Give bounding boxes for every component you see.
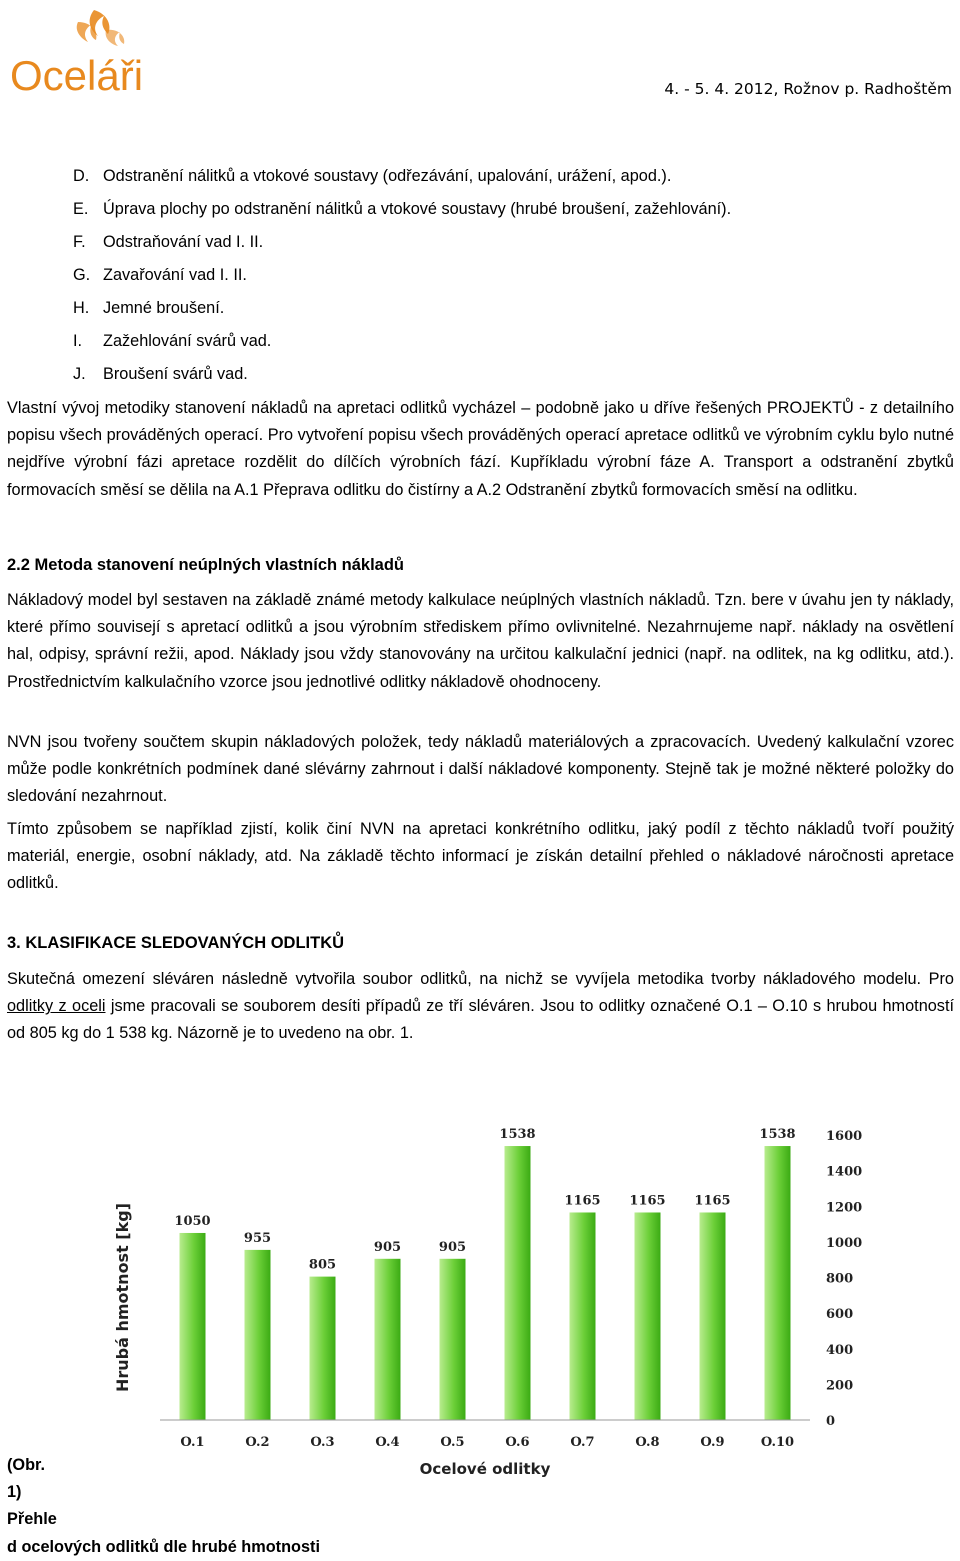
bar-O.1 [180, 1233, 206, 1420]
paragraph-text: jsme pracovali se souborem desíti případů ze tří sléváren. Jsou to odlitky označené O.1 – O.10 s hrubou hmotností od 805 kg do 1 538 kg. Názorně je to uvedeno na obr. 1. [7, 997, 954, 1043]
flame-icon [77, 10, 125, 46]
bar-O.7 [570, 1212, 596, 1420]
paragraph-cost-model: Nákladový model byl sestaven na základě známé metody kalkulace neúplných vlastních nákladů. Tzn. bere v úvahu jen ty náklady, které přímo souvisejí s apretací odlitků a jsou výrobním střediskem přímo ovlivnitelné. Nezahrnujeme např. náklady na osvětlení hal, odpisy, správní režii, apod. Náklady jsou vždy stanovovány na určitou kalkulační jednici (např. na odlitek, na kg odlitku, atd.). Prostřednictvím kalkulačního vzorce jsou jednotlivé odlitky nákladově ohodnoceny. [7, 591, 954, 691]
steel-castings-link[interactable]: odlitky z oceli [7, 997, 106, 1016]
data-label: 905 [373, 1239, 402, 1255]
bar-O.3 [310, 1277, 336, 1420]
section-heading-3: 3. KLASIFIKACE SLEDOVANÝCH ODLITKŮ [7, 934, 345, 952]
logo-text: Oceláři [10, 52, 144, 97]
data-label: 905 [438, 1239, 467, 1255]
caption-line: (Obr. [7, 1456, 45, 1474]
y-tick-label: 0 [826, 1414, 836, 1429]
bar-O.6 [505, 1146, 531, 1420]
y-tick-label: 1600 [826, 1129, 863, 1144]
data-label: 955 [243, 1230, 272, 1246]
y-tick-label: 1000 [826, 1235, 863, 1251]
y-tick-label: 800 [826, 1271, 854, 1287]
data-label: 1538 [499, 1127, 536, 1143]
list-item [73, 231, 731, 264]
list-letter: E. [73, 200, 89, 218]
y-tick-label: 1400 [826, 1164, 863, 1180]
x-tick-label: O.7 [570, 1435, 595, 1450]
data-label: 1538 [759, 1127, 796, 1143]
bar-O.10 [765, 1146, 791, 1420]
y-tick-label: 600 [826, 1307, 854, 1323]
data-label: 1165 [694, 1193, 731, 1209]
section-heading-2-2: 2.2 Metoda stanovení neúplných vlastních nákladů [7, 556, 405, 574]
list-text: Zavařování vad I. II. [103, 266, 247, 284]
paragraph-classification [7, 966, 954, 1048]
data-label: 1165 [629, 1193, 666, 1209]
paragraph-text: Skutečná omezení sléváren následně vytvořila soubor odlitků, na nichž se vyvíjela metodika tvorby nákladového modelu. Pro [7, 970, 954, 988]
paragraph-methodology: Vlastní vývoj metodiky stanovení nákladů na apretaci odlitků vycházel – podobně jako u dříve řešených PROJEKTŮ - z detailního popisu všech prováděných operací. Pro vytvoření popisu všech prováděných operací apretace odlitků ve výrobním cyklu bylo nutné nejdříve výrobní fázi apretace rozdělit do dílčích výrobních fází. Kupříkladu výrobní fáze A. Transport a odstranění zbytků formovacích směsí se dělila na A.1 Přeprava odlitku do čistírny a A.2 Odstranění zbytků formovacích směsí na odlitku. [7, 399, 954, 499]
y-tick-label: 200 [826, 1378, 854, 1394]
list-text: Zažehlování svárů vad. [103, 332, 272, 350]
list-text: Odstraňování vad I. II. [103, 233, 264, 251]
bar-O.9 [700, 1212, 726, 1420]
x-axis-label: Ocelové odlitky [419, 1460, 551, 1478]
y-tick-label: 400 [826, 1342, 854, 1358]
x-tick-label: O.8 [635, 1435, 660, 1450]
figure-caption [7, 1452, 320, 1561]
list-text: Jemné broušení. [103, 299, 225, 317]
list-item [73, 297, 731, 330]
caption-line: d ocelových odlitků dle hrubé hmotnosti [7, 1537, 320, 1556]
x-tick-label: O.3 [310, 1435, 335, 1450]
list-text: Úprava plochy po odstranění nálitků a vtokové soustavy (hrubé broušení, zažehlování). [103, 200, 732, 218]
bar-O.2 [245, 1250, 271, 1420]
bar-O.8 [635, 1212, 661, 1420]
list-text: Odstranění nálitků a vtokové soustavy (odřezávání, upalování, urážení, apod.). [103, 167, 672, 185]
x-tick-label: O.6 [505, 1435, 530, 1450]
operations-list [73, 165, 731, 396]
list-letter: I. [73, 332, 83, 350]
y-axis-label: Hrubá hmotnost [kg] [113, 1202, 132, 1393]
event-date-location: 4. - 5. 4. 2012, Rožnov p. Radhoštěm [664, 80, 952, 98]
caption-line: Přehle [7, 1510, 57, 1529]
bar-O.4 [375, 1259, 401, 1420]
caption-line: 1) [7, 1483, 22, 1502]
list-item [73, 198, 731, 231]
x-tick-label: O.2 [245, 1435, 270, 1450]
data-label: 1165 [564, 1193, 601, 1209]
list-letter: D. [73, 167, 90, 185]
paragraph-nvn: NVN jsou tvořeny součtem skupin nákladových položek, tedy nákladů materiálových a zpracovacích. Uvedený kalkulační vzorec může podle konkrétních podmínek dané slévárny zahrnout i další nákladové komponenty. Stejně tak je možné některé položky do sledování nezahrnout. [7, 733, 954, 806]
list-item [73, 264, 731, 297]
list-item [73, 165, 731, 198]
oceladi-logo [8, 2, 168, 97]
list-letter: G. [73, 266, 91, 284]
list-item [73, 363, 731, 396]
x-tick-label: O.1 [180, 1435, 205, 1450]
data-label: 805 [308, 1257, 337, 1273]
list-letter: J. [73, 365, 86, 383]
paragraph-method-result: Tímto způsobem se například zjistí, kolik činí NVN na apretaci konkrétního odlitku, jaký podíl z těchto nákladů tvoří použitý materiál, energie, osobní náklady, atd. Na základě těchto informací je získán detailní přehled o nákladové náročnosti apretace odlitků. [7, 820, 954, 893]
bar-O.5 [440, 1259, 466, 1420]
x-tick-label: O.4 [375, 1435, 400, 1450]
list-item [73, 330, 731, 363]
x-tick-label: O.9 [700, 1435, 725, 1450]
list-text: Broušení svárů vad. [103, 365, 248, 383]
x-tick-label: O.10 [760, 1435, 795, 1450]
gross-weight-bar-chart [110, 1110, 870, 1482]
y-tick-label: 1200 [826, 1200, 863, 1216]
data-label: 1050 [174, 1213, 211, 1229]
list-letter: F. [73, 233, 86, 251]
list-letter: H. [73, 299, 90, 317]
x-tick-label: O.5 [440, 1435, 465, 1450]
